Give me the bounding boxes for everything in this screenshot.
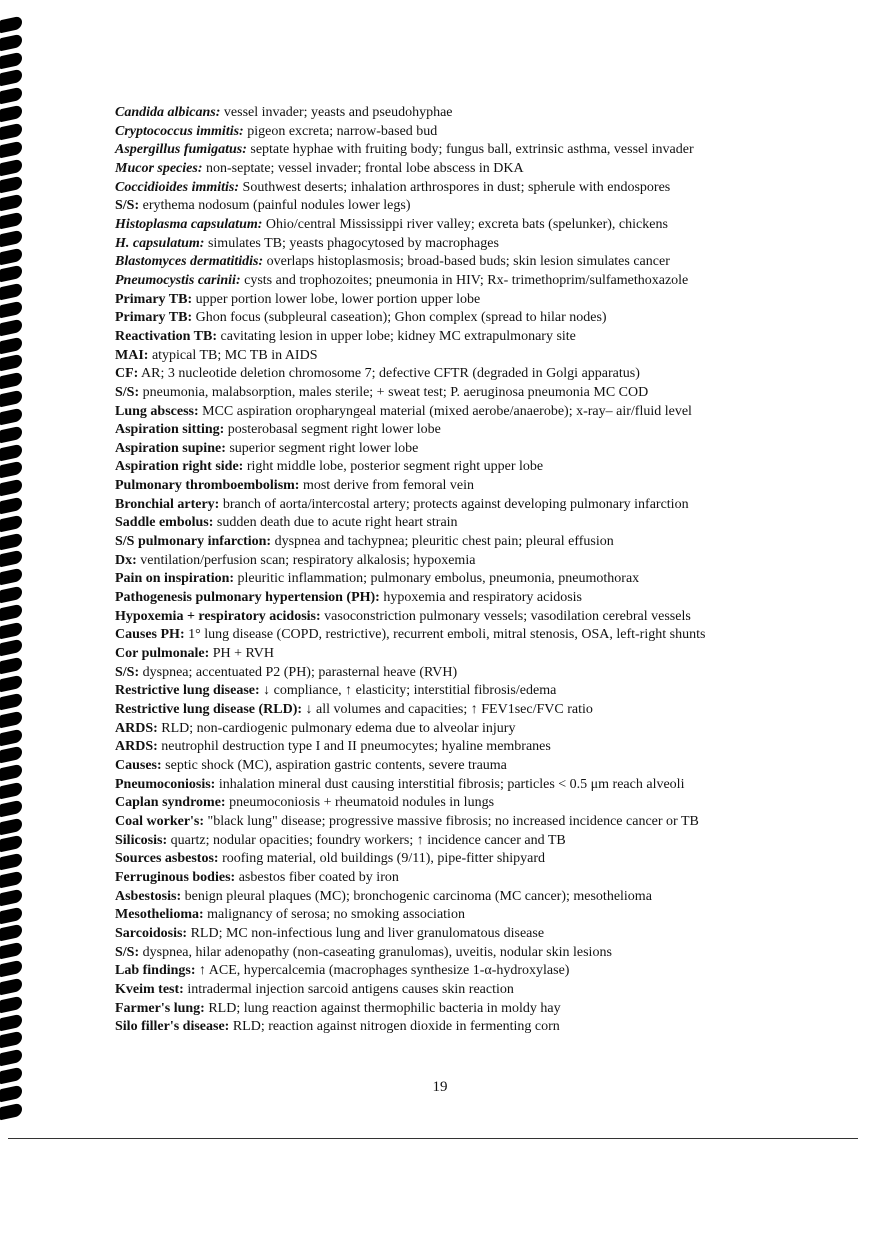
binding-ring xyxy=(0,942,22,960)
note-line xyxy=(115,944,815,963)
note-description: dyspnea and tachypnea; pleuritic chest pain; pleural effusion xyxy=(271,534,614,550)
note-description: non-septate; vessel invader; frontal lobe abscess in DKA xyxy=(202,160,524,176)
note-description: branch of aorta/intercostal artery; protects against developing pulmonary infarction xyxy=(219,496,689,512)
binding-ring xyxy=(0,497,22,515)
binding-ring xyxy=(0,1013,22,1031)
note-term: Causes: xyxy=(115,757,162,773)
note-description: roofing material, old buildings (9/11), pipe-fitter shipyard xyxy=(218,851,546,867)
note-description: pneumoconiosis + rheumatoid nodules in lungs xyxy=(225,795,495,811)
binding-ring xyxy=(0,283,22,301)
note-term: Asbestosis: xyxy=(115,888,182,904)
note-description: MCC aspiration oropharyngeal material (mixed aerobe/anaerobe); x-ray– air/fluid level xyxy=(198,403,692,419)
note-line xyxy=(115,328,815,347)
note-term: S/S: xyxy=(115,384,140,400)
note-term: Mesothelioma: xyxy=(115,907,204,923)
note-line xyxy=(115,906,815,925)
note-description: vessel invader; yeasts and pseudohyphae xyxy=(220,105,453,120)
note-line xyxy=(115,496,815,515)
note-line xyxy=(115,552,815,571)
binding-ring xyxy=(0,1031,22,1049)
binding-ring xyxy=(0,229,22,247)
note-line xyxy=(115,738,815,757)
note-term: Coal worker's: xyxy=(115,813,205,829)
note-line xyxy=(115,608,815,627)
note-line xyxy=(115,757,815,776)
note-line xyxy=(115,141,815,160)
note-description: RLD; MC non-infectious lung and liver granulomatous disease xyxy=(187,925,545,941)
note-line xyxy=(115,160,815,179)
note-description: posterobasal segment right lower lobe xyxy=(224,422,441,438)
note-term: Caplan syndrome: xyxy=(115,795,226,811)
note-line xyxy=(115,925,815,944)
note-term: Sources asbestos: xyxy=(115,851,219,867)
note-line xyxy=(115,347,815,366)
binding-ring xyxy=(0,140,22,158)
note-line xyxy=(115,869,815,888)
note-line xyxy=(115,720,815,739)
note-description: Ghon focus (subpleural caseation); Ghon complex (spread to hilar nodes) xyxy=(192,310,607,326)
note-description: cavitating lesion in upper lobe; kidney MC extrapulmonary site xyxy=(217,328,576,344)
note-line xyxy=(115,272,815,291)
note-term: Silo filler's disease: xyxy=(115,1019,230,1035)
note-line xyxy=(115,440,815,459)
note-description: dyspnea; accentuated P2 (PH); parasternal heave (RVH) xyxy=(139,664,458,680)
binding-ring xyxy=(0,586,22,604)
binding-ring xyxy=(0,924,22,942)
note-line xyxy=(115,403,815,422)
note-term: Aspiration right side: xyxy=(115,459,244,475)
binding-ring xyxy=(0,871,22,889)
binding-ring xyxy=(0,443,22,461)
note-term: Silicosis: xyxy=(115,832,168,848)
binding-ring xyxy=(0,960,22,978)
note-term: Pain on inspiration: xyxy=(115,571,235,587)
note-line xyxy=(115,197,815,216)
note-description: "black lung" disease; progressive massive fibrosis; no increased incidence cancer or TB xyxy=(204,813,699,829)
note-description: RLD; lung reaction against thermophilic bacteria in moldy hay xyxy=(204,1000,561,1016)
binding-ring xyxy=(0,69,22,87)
binding-ring xyxy=(0,16,22,34)
note-description: superior segment right lower lobe xyxy=(225,440,419,456)
note-term: Restrictive lung disease: xyxy=(115,683,260,699)
note-term: Blastomyces dermatitidis: xyxy=(115,254,264,270)
binding-ring xyxy=(0,853,22,871)
binding-ring xyxy=(0,995,22,1013)
binding-ring xyxy=(0,318,22,336)
note-term: Kveim test: xyxy=(115,981,184,997)
binding-ring xyxy=(0,675,22,693)
note-term: Histoplasma capsulatum: xyxy=(115,216,263,232)
binding-ring xyxy=(0,461,22,479)
note-line xyxy=(115,682,815,701)
binding-ring xyxy=(0,746,22,764)
binding-ring xyxy=(0,372,22,390)
note-line xyxy=(115,664,815,683)
note-term: Dx: xyxy=(115,552,137,568)
note-description: malignancy of serosa; no smoking association xyxy=(203,907,465,923)
note-term: Causes PH: xyxy=(115,627,185,643)
note-description: septic shock (MC), aspiration gastric contents, severe trauma xyxy=(161,757,507,773)
note-line xyxy=(115,981,815,1000)
binding-ring xyxy=(0,782,22,800)
note-description: AR; 3 nucleotide deletion chromosome 7; defective CFTR (degraded in Golgi apparatus) xyxy=(138,366,640,382)
note-description: intradermal injection sarcoid antigens causes skin reaction xyxy=(183,981,514,997)
note-term: Pathogenesis pulmonary hypertension (PH): xyxy=(115,590,380,606)
note-line xyxy=(115,123,815,142)
binding-ring xyxy=(0,532,22,550)
note-description: ↓ compliance, ↑ elasticity; interstitial fibrosis/edema xyxy=(259,683,557,699)
note-line xyxy=(115,1018,815,1037)
note-description: 1° lung disease (COPD, restrictive), recurrent emboli, mitral stenosis, OSA, left-right shunts xyxy=(184,627,706,643)
binding-ring xyxy=(0,1049,22,1067)
binding-ring xyxy=(0,710,22,728)
note-term: S/S: xyxy=(115,198,140,214)
binding-ring xyxy=(0,33,22,51)
note-description: pleuritic inflammation; pulmonary embolus, pneumonia, pneumothorax xyxy=(234,571,640,587)
note-description: upper portion lower lobe, lower portion upper lobe xyxy=(192,291,481,307)
notes-list xyxy=(115,104,815,1037)
note-term: Lab findings: xyxy=(115,963,196,979)
note-line xyxy=(115,384,815,403)
binding-ring xyxy=(0,105,22,123)
binding-ring xyxy=(0,176,22,194)
note-line xyxy=(115,1000,815,1019)
note-term: Lung abscess: xyxy=(115,403,199,419)
note-term: H. capsulatum: xyxy=(115,235,205,251)
note-description: right middle lobe, posterior segment right upper lobe xyxy=(243,459,544,475)
binding-ring xyxy=(0,817,22,835)
binding-ring xyxy=(0,194,22,212)
note-term: Aspiration supine: xyxy=(115,440,226,456)
binding-ring xyxy=(0,799,22,817)
page-number: 19 xyxy=(432,1079,448,1095)
note-term: Aspiration sitting: xyxy=(115,422,225,438)
binding-ring xyxy=(0,212,22,230)
note-term: Pneumocystis carinii: xyxy=(115,272,241,288)
note-line xyxy=(115,458,815,477)
note-description: simulates TB; yeasts phagocytosed by macrophages xyxy=(204,235,499,251)
note-description: asbestos fiber coated by iron xyxy=(235,869,399,885)
note-description: benign pleural plaques (MC); bronchogenic carcinoma (MC cancer); mesothelioma xyxy=(181,888,652,904)
note-line xyxy=(115,589,815,608)
page-bottom-rule xyxy=(8,1138,858,1139)
note-line xyxy=(115,626,815,645)
note-term: Mucor species: xyxy=(115,160,203,176)
note-term: Candida albicans: xyxy=(115,105,221,120)
note-term: Coccidioides immitis: xyxy=(115,179,240,195)
note-description: RLD; non-cardiogenic pulmonary edema due to alveolar injury xyxy=(157,720,516,736)
note-description: neutrophil destruction type I and II pneumocytes; hyaline membranes xyxy=(157,739,551,755)
note-term: Ferruginous bodies: xyxy=(115,869,236,885)
binding-ring xyxy=(0,1102,22,1120)
note-description: quartz; nodular opacities; foundry workers; ↑ incidence cancer and TB xyxy=(167,832,566,848)
note-line xyxy=(115,813,815,832)
note-line xyxy=(115,253,815,272)
note-line xyxy=(115,701,815,720)
note-term: S/S: xyxy=(115,664,140,680)
note-term: Pneumoconiosis: xyxy=(115,776,216,792)
note-term: MAI: xyxy=(115,347,149,363)
note-term: Restrictive lung disease (RLD): xyxy=(115,702,303,717)
binding-ring xyxy=(0,978,22,996)
spiral-binding xyxy=(0,18,26,1118)
note-term: Cryptococcus immitis: xyxy=(115,123,244,139)
note-description: dyspnea, hilar adenopathy (non-caseating granulomas), uveitis, nodular skin lesions xyxy=(139,944,612,960)
note-term: Aspergillus fumigatus: xyxy=(115,142,247,158)
binding-ring xyxy=(0,835,22,853)
note-line xyxy=(115,533,815,552)
note-term: Hypoxemia + respiratory acidosis: xyxy=(115,608,321,624)
note-line xyxy=(115,570,815,589)
note-line xyxy=(115,235,815,254)
note-description: pigeon excreta; narrow-based bud xyxy=(243,123,438,139)
binding-ring xyxy=(0,390,22,408)
note-description: erythema nodosum (painful nodules lower legs) xyxy=(139,198,411,214)
binding-ring xyxy=(0,693,22,711)
note-line xyxy=(115,477,815,496)
note-term: Primary TB: xyxy=(115,291,193,307)
note-line xyxy=(115,832,815,851)
note-term: Saddle embolus: xyxy=(115,515,214,531)
note-description: cysts and trophozoites; pneumonia in HIV; Rx- trimethoprim/sulfamethoxazole xyxy=(240,272,689,288)
note-line xyxy=(115,850,815,869)
note-line xyxy=(115,179,815,198)
binding-ring xyxy=(0,657,22,675)
note-line xyxy=(115,776,815,795)
binding-ring xyxy=(0,550,22,568)
note-term: Primary TB: xyxy=(115,310,193,326)
note-description: ↑ ACE, hypercalcemia (macrophages synthesize 1-α-hydroxylase) xyxy=(195,963,570,979)
binding-ring xyxy=(0,479,22,497)
note-term: S/S: xyxy=(115,944,140,960)
note-line xyxy=(115,514,815,533)
note-description: inhalation mineral dust causing interstitial fibrosis; particles < 0.5 μm reach alveoli xyxy=(215,776,685,792)
binding-ring xyxy=(0,87,22,105)
note-term: Sarcoidosis: xyxy=(115,925,188,941)
note-description: Southwest deserts; inhalation arthrospores in dust; spherule with endospores xyxy=(239,179,671,195)
note-description: overlaps histoplasmosis; broad-based buds; skin lesion simulates cancer xyxy=(263,254,670,270)
note-term: CF: xyxy=(115,366,139,382)
note-line xyxy=(115,365,815,384)
binding-ring xyxy=(0,603,22,621)
note-description: pneumonia, malabsorption, males sterile; + sweat test; P. aeruginosa pneumonia MC COD xyxy=(139,384,649,400)
note-description: RLD; reaction against nitrogen dioxide in fermenting corn xyxy=(229,1019,560,1035)
note-description: atypical TB; MC TB in AIDS xyxy=(148,347,318,363)
note-line xyxy=(115,888,815,907)
note-line xyxy=(115,794,815,813)
binding-ring xyxy=(0,265,22,283)
note-line xyxy=(115,962,815,981)
note-term: Bronchial artery: xyxy=(115,496,220,512)
note-description: sudden death due to acute right heart strain xyxy=(213,515,458,531)
note-description: most derive from femoral vein xyxy=(299,478,475,494)
note-description: ventilation/perfusion scan; respiratory alkalosis; hypoxemia xyxy=(136,552,476,568)
note-line xyxy=(115,309,815,328)
note-line xyxy=(115,291,815,310)
binding-ring xyxy=(0,123,22,141)
note-line xyxy=(115,645,815,664)
note-description: ↓ all volumes and capacities; ↑ FEV1sec/FVC ratio xyxy=(302,702,593,717)
binding-ring xyxy=(0,301,22,319)
binding-ring xyxy=(0,906,22,924)
note-description: PH + RVH xyxy=(209,646,274,662)
binding-ring xyxy=(0,247,22,265)
binding-ring xyxy=(0,639,22,657)
binding-ring xyxy=(0,764,22,782)
binding-ring xyxy=(0,336,22,354)
binding-ring xyxy=(0,354,22,372)
note-description: hypoxemia and respiratory acidosis xyxy=(379,590,583,606)
note-term: S/S pulmonary infarction: xyxy=(115,534,272,550)
note-description: vasoconstriction pulmonary vessels; vasodilation cerebral vessels xyxy=(320,608,691,624)
note-term: ARDS: xyxy=(115,739,158,755)
note-description: Ohio/central Mississippi river valley; excreta bats (spelunker), chickens xyxy=(262,216,668,232)
note-line xyxy=(115,216,815,235)
binding-ring xyxy=(0,425,22,443)
binding-ring xyxy=(0,408,22,426)
binding-ring xyxy=(0,51,22,69)
binding-ring xyxy=(0,728,22,746)
binding-ring xyxy=(0,621,22,639)
binding-ring xyxy=(0,568,22,586)
note-term: Cor pulmonale: xyxy=(115,646,210,662)
binding-ring xyxy=(0,888,22,906)
note-term: Reactivation TB: xyxy=(115,328,218,344)
note-term: Farmer's lung: xyxy=(115,1000,205,1016)
note-description: septate hyphae with fruiting body; fungus ball, extrinsic asthma, vessel invader xyxy=(246,142,694,158)
note-line xyxy=(115,421,815,440)
binding-ring xyxy=(0,158,22,176)
binding-ring xyxy=(0,514,22,532)
note-term: ARDS: xyxy=(115,720,158,736)
note-term: Pulmonary thromboembolism: xyxy=(115,478,300,494)
note-line xyxy=(115,104,815,123)
